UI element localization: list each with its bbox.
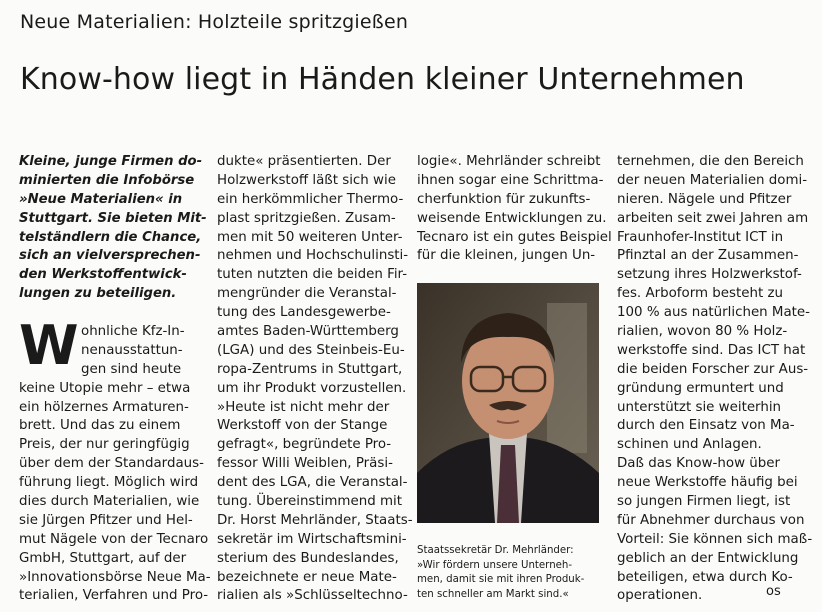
body-col2-line: rialien als »Schlüsseltechno-: [217, 588, 408, 604]
body-column-3: [417, 153, 612, 266]
body-col2-line: gefragt«, begründete Pro-: [217, 437, 392, 453]
lead-line: »Neue Materialien« in: [19, 191, 183, 207]
body-column-2: [217, 153, 413, 606]
body-col1-line: keine Utopie mehr – etwa: [19, 380, 191, 396]
body-col4-line: rialien, wovon 80 % Holz-: [617, 324, 788, 340]
caption-line: men, damit sie mit ihren Produk-: [417, 574, 585, 586]
body-col3-line: ihnen sogar eine Schrittma-: [417, 172, 604, 188]
body-col4-line: ternehmen, die den Bereich: [617, 154, 804, 169]
body-col4-line: beteiligen, etwa durch Ko-: [617, 569, 793, 585]
body-col4-line: arbeiten seit zwei Jahren am: [617, 210, 809, 226]
lead-paragraph: [19, 153, 207, 304]
body-col1-line: brett. Und das zu einem: [19, 418, 181, 434]
kicker-title: Neue Materialien: Holzteile spritzgießen: [20, 11, 409, 33]
body-col2-line: sterium des Bundeslandes,: [217, 550, 399, 566]
body-col1-line: »Innovationsbörse Neue Ma-: [19, 569, 211, 585]
body-col2-line: men mit 50 weiteren Unter-: [217, 229, 403, 245]
body-col4-line: nieren. Nägele und Pfitzer: [617, 191, 792, 207]
body-col2-line: Holzwerkstoff läßt sich wie: [217, 172, 396, 188]
page-marker: os: [766, 584, 781, 599]
body-column-1: [19, 314, 211, 606]
body-col3-line: Tecnaro ist ein gutes Beispiel: [417, 229, 612, 245]
caption-line: ten schneller am Markt sind.«: [417, 588, 569, 600]
body-col1-line: terialien, Verfahren und Pro-: [19, 588, 209, 604]
body-col2-line: bezeichnete er neue Mate-: [217, 569, 397, 585]
body-col4-line: neue Werkstoffe häufig bei: [617, 475, 798, 491]
body-col2-line: amtes Baden-Württemberg: [217, 324, 399, 340]
body-col4-line: gründung ermuntert und: [617, 380, 784, 396]
body-col1-line: gen sind heute: [81, 361, 182, 377]
body-col2-line: um ihr Produkt vorzustellen.: [217, 380, 407, 396]
body-col3-line: logie«. Mehrländer schreibt: [417, 154, 601, 169]
body-column-4: [617, 153, 812, 606]
headline: Know-how liegt in Händen kleiner Unternehmen: [20, 62, 745, 97]
body-col2-line: (LGA) und des Steinbeis-Eu-: [217, 342, 405, 358]
body-col4-line: Fraunhofer-Institut ICT in: [617, 229, 784, 245]
body-col4-line: die beiden Forscher zur Aus-: [617, 361, 809, 377]
body-col4-line: Pfinztal an der Zusammen-: [617, 248, 799, 264]
body-col4-line: fes. Arboform besteht zu: [617, 286, 783, 302]
body-col1-line: sie Jürgen Pfitzer und Hel-: [19, 512, 193, 528]
lead-line: minierten die Infobörse: [19, 172, 195, 188]
body-col3-line: weisende Entwicklungen zu.: [417, 210, 607, 226]
body-col2-line: »Heute ist nicht mehr der: [217, 399, 390, 415]
body-col1-line: führung liegt. Möglich wird: [19, 475, 199, 491]
portrait-photo: [417, 283, 599, 523]
body-col2-line: Dr. Horst Mehrländer, Staats-: [217, 512, 413, 528]
body-col4-line: schinen und Anlagen.: [617, 437, 762, 453]
body-col4-line: unterstützt sie weiterhin: [617, 399, 782, 415]
dropcap: W: [19, 314, 79, 377]
body-col2-line: nehmen und Hochschulinsti-: [217, 248, 409, 264]
body-col2-line: Werkstoff von der Stange: [217, 418, 388, 434]
body-col2-line: plast spritzgießen. Zusam-: [217, 210, 396, 226]
body-col3-line: für die kleinen, jungen Un-: [417, 248, 596, 264]
body-col2-line: fessor Willi Weiblen, Präsi-: [217, 456, 393, 472]
body-col4-line: 100 % aus natürlichen Mate-: [617, 305, 811, 321]
photo-caption: [417, 544, 607, 602]
body-col4-line: Vorteil: Sie können sich maß-: [617, 531, 813, 547]
body-col1-line: über dem der Standardaus-: [19, 456, 204, 472]
body-col2-line: sekretär im Wirtschaftsmini-: [217, 531, 407, 547]
body-col1-line: mut Nägele von der Tecnaro: [19, 531, 209, 547]
body-col1-line: GmbH, Stuttgart, auf der: [19, 550, 187, 566]
body-col2-line: mengründer die Veranstal-: [217, 286, 397, 302]
body-col1-line: nenausstattun-: [81, 342, 183, 358]
lead-line: Kleine, junge Firmen do-: [19, 154, 203, 169]
body-col2-line: tuten nutzten die beiden Fir-: [217, 267, 408, 283]
body-col4-line: setzung ihres Holzwerkstof-: [617, 267, 802, 283]
lead-line: telständlern die Chance,: [19, 229, 202, 245]
caption-line: »Wir fördern unsere Unterneh-: [417, 559, 573, 571]
lead-line: Stuttgart. Sie bieten Mit-: [19, 210, 207, 226]
body-col2-line: dukte« präsentierten. Der: [217, 154, 391, 169]
body-col4-line: Daß das Know-how über: [617, 456, 781, 472]
body-col3-line: cherfunktion für zukunfts-: [417, 191, 591, 207]
body-col2-line: tung des Landesgewerbe-: [217, 305, 391, 321]
caption-line: Staatssekretär Dr. Mehrländer:: [417, 545, 574, 556]
body-col1-line: ein hölzernes Armaturen-: [19, 399, 189, 415]
body-col2-line: dent des LGA, die Veranstal-: [217, 475, 408, 491]
body-col1-line: ohnliche Kfz-In-: [81, 324, 185, 339]
body-col4-line: für Abnehmer durchaus von: [617, 512, 805, 528]
body-col2-line: tung. Übereinstimmend mit: [217, 494, 402, 510]
body-col2-line: ein herkömmlicher Thermo-: [217, 191, 404, 207]
lead-line: lungen zu beteiligen.: [19, 286, 177, 302]
body-col4-line: durch den Einsatz von Ma-: [617, 418, 795, 434]
body-col1-line: Preis, der nur geringfügig: [19, 437, 190, 453]
body-col2-line: ropa-Zentrums in Stuttgart,: [217, 361, 403, 377]
body-col4-line: operationen.: [617, 588, 703, 604]
body-col1-line: dies durch Materialien, wie: [19, 494, 200, 510]
body-col4-line: der neuen Materialien domi-: [617, 172, 808, 188]
lead-line: sich an vielversprechen-: [19, 248, 201, 264]
body-col4-line: werkstoffe sind. Das ICT hat: [617, 342, 806, 358]
body-col4-line: so jungen Firmen liegt, ist: [617, 494, 791, 510]
lead-line: den Werkstoffentwick-: [19, 267, 187, 283]
body-col4-line: geblich an der Entwicklung: [617, 550, 799, 566]
portrait-illustration: [417, 283, 599, 523]
